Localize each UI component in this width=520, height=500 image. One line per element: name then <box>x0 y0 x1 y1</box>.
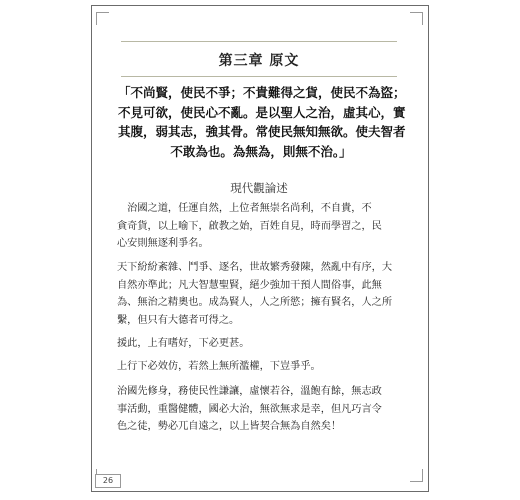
crop-mark-top-left <box>96 12 109 25</box>
paragraph-line: 上行下必效仿，若然上無所濫權，下豈爭乎。 <box>117 361 321 372</box>
page-number: 26 <box>95 474 121 488</box>
paragraph-line: 色之徒，勢必兀自遠之，以上皆契合無為自然矣！ <box>117 421 342 432</box>
paragraph-line: 事活動，重醫健體，國必大治，無欲無求是幸，但凡巧言令 <box>117 403 382 415</box>
paragraph-line: 繫，但只有大德者可得之。 <box>117 314 240 326</box>
quote-line: 「不尚賢，使民不爭；不貴難得之貨，使民不為盜； <box>118 85 406 100</box>
paragraph-line: 天下紛紛紊雜、鬥爭、逐名，世故繁秀發陳，然亂中有序，大 <box>117 262 393 273</box>
paragraph-line: 貪奇貨，以上喻下，啟教之始，百姓自見，時而學習之，民 <box>117 220 382 232</box>
paragraph-line: 自然亦準此；凡大智慧聖賢，絕少強加干預人間俗事，此無 <box>117 279 382 291</box>
paragraph <box>117 335 249 353</box>
quote-line: 不見可欲，使民心不亂。是以聖人之治，虛其心，實 <box>118 104 406 120</box>
quote-line: 不敢為也。為無為，則無不治。」 <box>170 143 352 159</box>
chapter-title: 第三章 原文 <box>218 53 300 69</box>
paragraph <box>117 358 321 376</box>
paragraph <box>117 383 382 436</box>
paragraph-line: 心安則無逐利爭名。 <box>117 238 209 249</box>
paragraph-line: 為、無治之精奧也。成為賢人，人之所慾；擁有賢名，人之所 <box>117 297 393 308</box>
crop-mark-top-right <box>410 12 423 25</box>
paragraph-line: 治國先修身，務使民性謙讓，虛懷若谷，溫飽有餘，無志政 <box>117 386 382 397</box>
original-text-quote <box>118 83 404 161</box>
paragraph-line: 援此，上有嗜好，下必更甚。 <box>117 338 250 349</box>
paragraph <box>117 200 382 253</box>
paragraph <box>117 259 392 329</box>
quote-line: 其腹，弱其志，強其骨。常使民無知無欲。使夫智者 <box>118 124 406 139</box>
title-rule-bottom <box>121 76 397 77</box>
paragraph-line: 治國之道，任運自然，上位者無崇名尚利，不自貴，不 <box>117 203 372 214</box>
section-subheading: 現代觀論述 <box>230 181 288 195</box>
title-rule-top <box>121 41 397 42</box>
crop-mark-bottom-right <box>410 469 423 482</box>
